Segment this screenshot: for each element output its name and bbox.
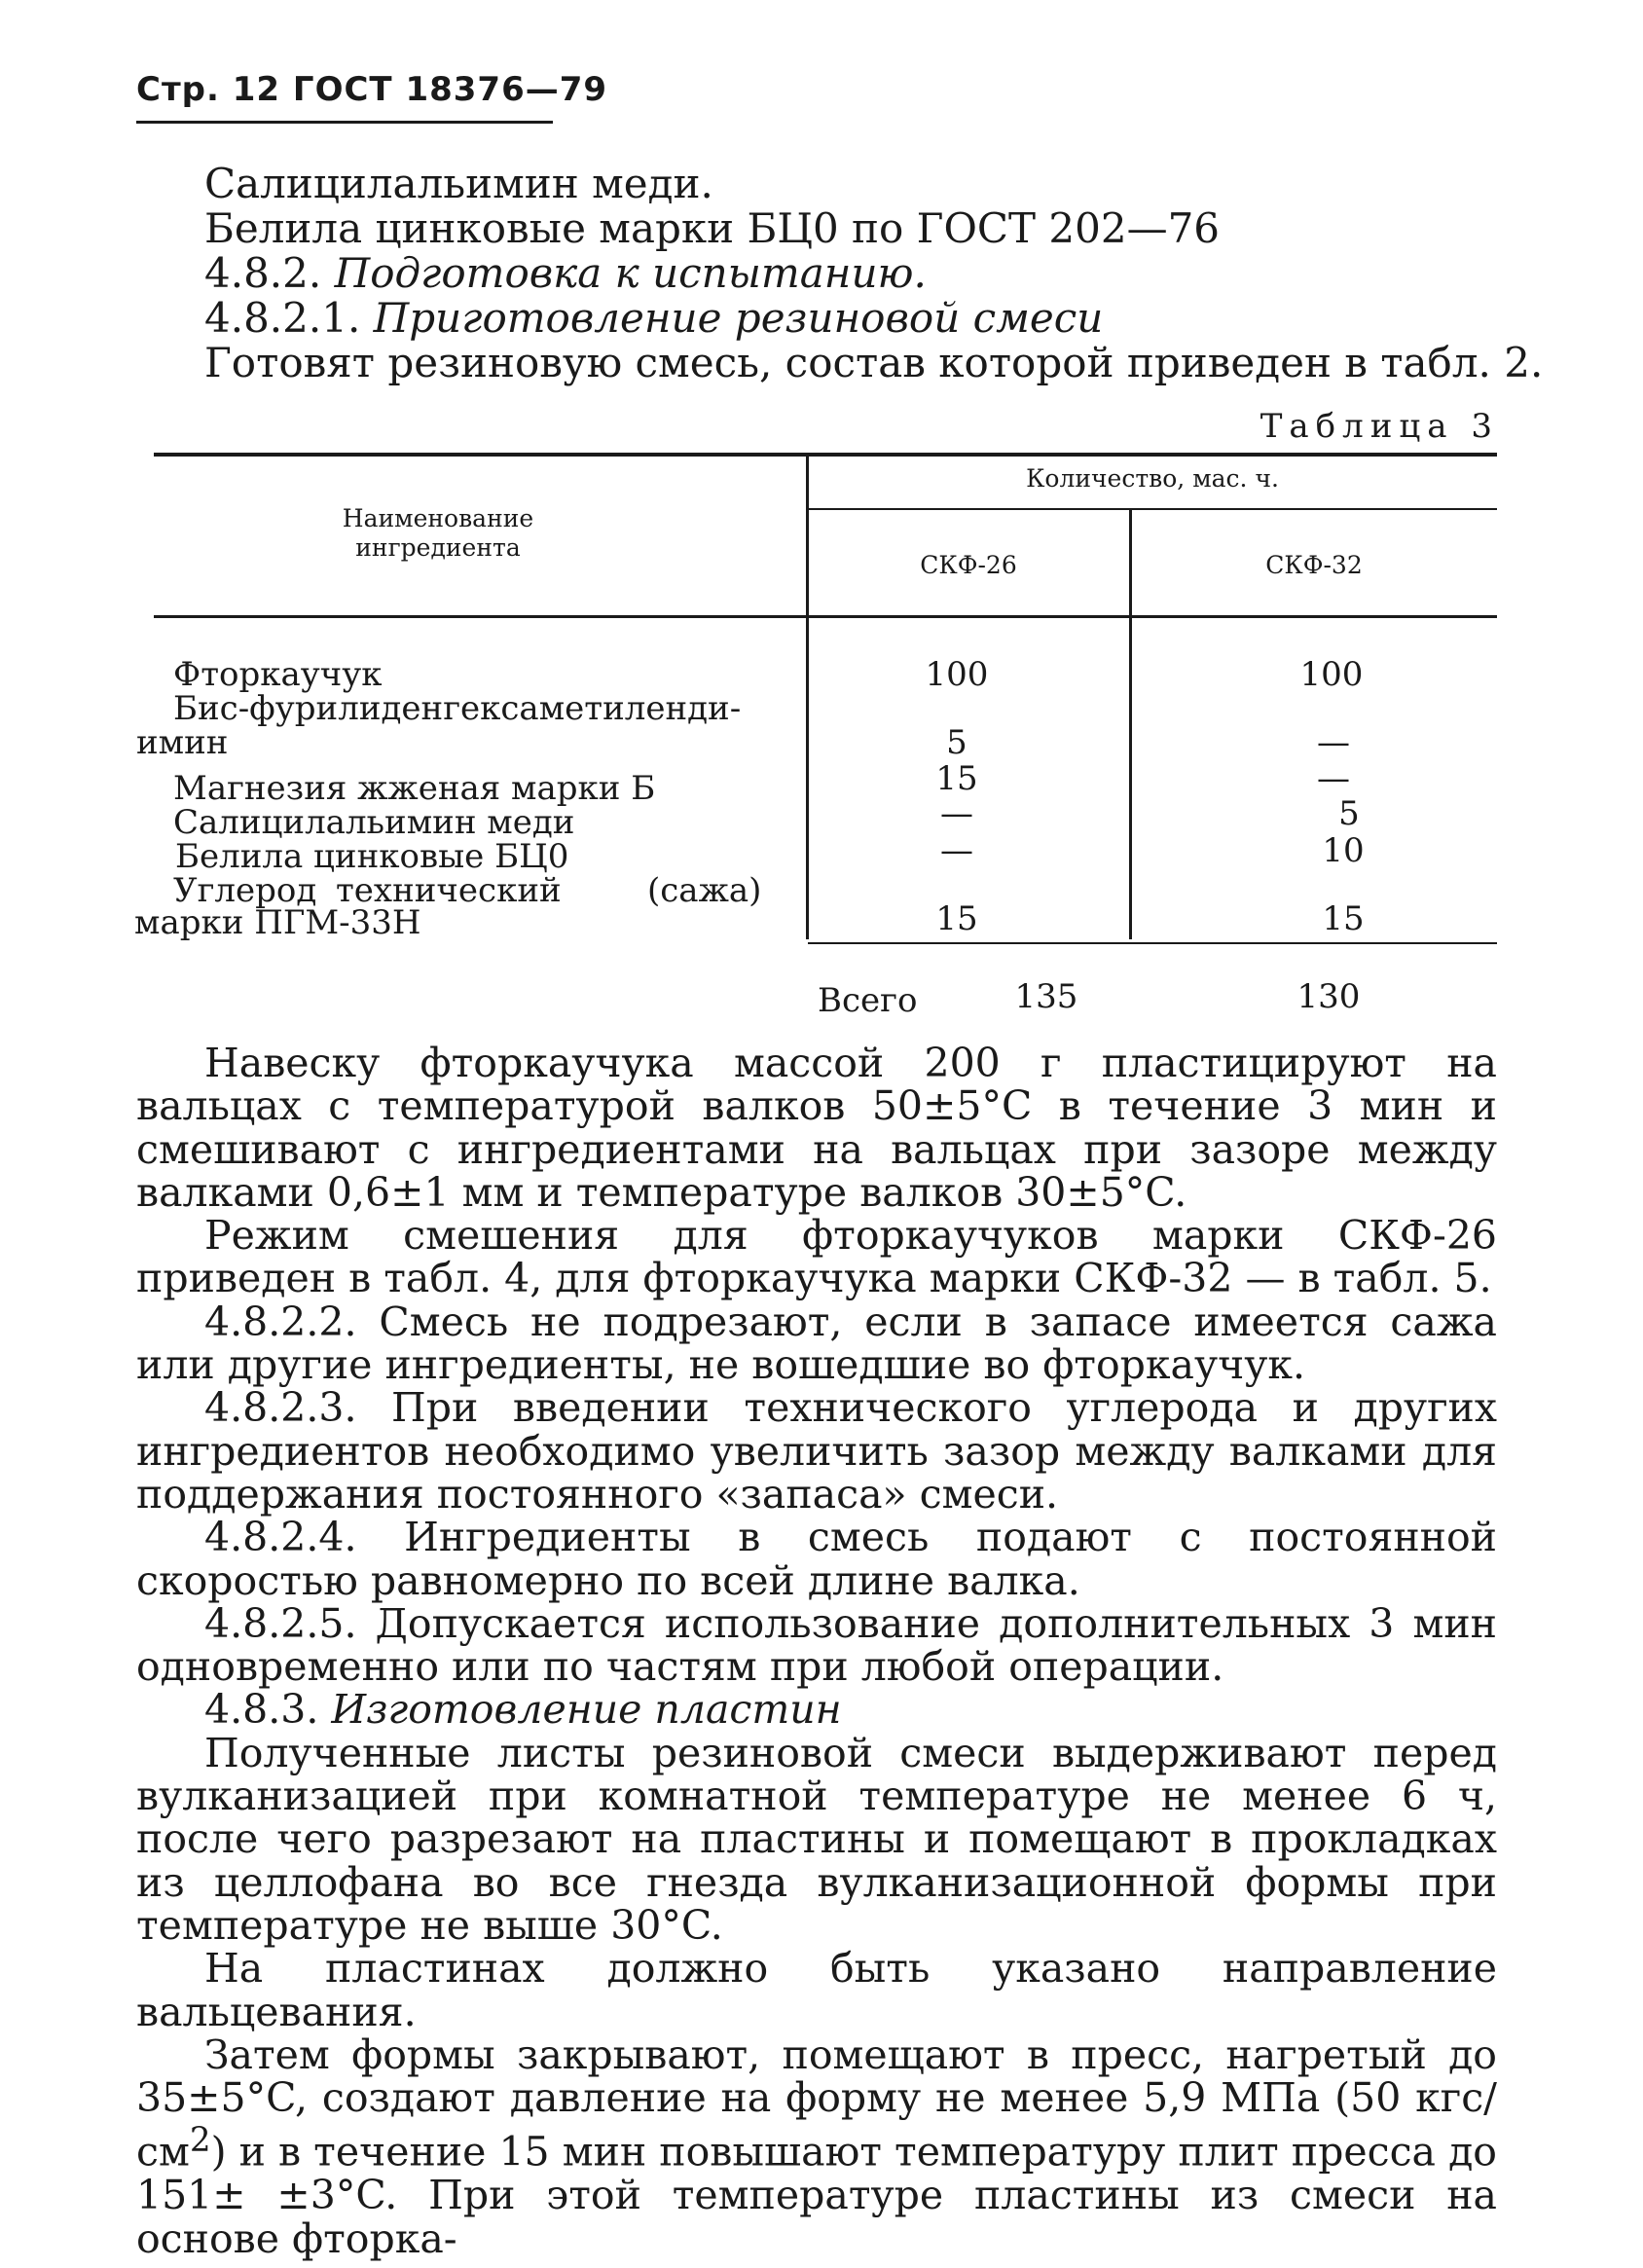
ingredient-name: (сажа)	[647, 871, 762, 910]
intro-line-4	[204, 296, 1543, 341]
section-title: Изготовление пластин	[331, 1686, 842, 1734]
value-skf26: 100	[925, 655, 989, 694]
intro-line-1: Салицилальимин меди.	[204, 160, 713, 207]
ingredient-name: имин	[136, 723, 229, 762]
ingredient-name: Бис-фурилиденгексаметиленди-	[173, 689, 742, 728]
ingredient-name: Салицилальимин меди	[173, 803, 575, 842]
value-skf32: 10	[1322, 831, 1365, 870]
value-skf32: —	[1317, 759, 1350, 798]
table-top-rule	[154, 453, 1497, 457]
ingredient-name: Белила цинковые БЦ0	[175, 837, 569, 876]
paragraph: На пластинах должно быть указано направление вальцевания.	[136, 1945, 1497, 2035]
value-skf32: 100	[1299, 655, 1364, 694]
total-skf26: 135	[1014, 977, 1078, 1016]
table-bottom-rule	[808, 942, 1497, 944]
col-qty-header: Количество, мас. ч.	[1026, 464, 1279, 493]
col-skf26-header: СКФ-26	[920, 551, 1017, 579]
value-skf26: 15	[935, 899, 978, 938]
value-skf26: 15	[935, 759, 978, 798]
intro-block	[204, 162, 1543, 385]
section-title: Приготовление резиновой смеси	[373, 294, 1104, 342]
ingredient-name: марки ПГМ-33Н	[134, 903, 421, 942]
paragraph: Навеску фторкаучука массой 200 г пластицируют на вальцах с температурой валков 50±5°C в течение 3 мин и смешивают с ингредиентами на вальцах при зазоре между валками 0,6±1 мм и температуре валков 30±5°C.	[136, 1040, 1497, 1216]
section-heading	[136, 1686, 1497, 1734]
value-skf26: —	[940, 831, 973, 870]
paragraph: Затем формы закрывают, помещают в пресс, нагретый до 35±5°C, создают давление на форму не менее 5,9 МПа (50 кгс/$см^2$) и в течение 15 мин повышают температуру плит пресса до 151± ±3°C. При этой температуре пластины из смеси на основе фторка-	[136, 2030, 1497, 2262]
paragraph: Полученные листы резиновой смеси выдерживают перед вулканизацией при комнатной температуре не менее 6 ч, после чего разрезают на пластины и помещают в прокладках из целлофана во все гнезда вулканизационной формы при температуре не выше 30°C.	[136, 1729, 1497, 1949]
column-divider-1	[806, 455, 809, 939]
intro-line-2: Белила цинковые марки БЦ0 по ГОСТ 202—76	[204, 204, 1221, 252]
paragraph: 4.8.2.5. Допускается использование дополнительных 3 мин одновременно или по частям при любой операции.	[136, 1599, 1497, 1691]
page-header: Стр. 12 ГОСТ 18376—79	[136, 70, 608, 109]
total-skf32: 130	[1296, 977, 1361, 1016]
value-skf32: —	[1317, 723, 1350, 762]
section-number: 4.8.2.1.	[204, 294, 361, 342]
paragraph: Режим смешения для фторкаучуков марки СКФ-26 приведен в табл. 4, для фторкаучука марки СКФ-32 — в табл. 5.	[136, 1212, 1497, 1302]
col-name-header: Наименование ингредиента	[342, 504, 534, 562]
paragraph: 4.8.2.2. Смесь не подрезают, если в запасе имеется сажа или другие ингредиенты, не вошедшие во фторкаучук.	[136, 1298, 1497, 1389]
ingredient-name: Магнезия жженая марки Б	[173, 769, 656, 808]
total-label: Всего	[818, 981, 918, 1020]
table-header-rule	[154, 615, 1497, 618]
col-skf32-header: СКФ-32	[1265, 551, 1363, 579]
value-skf32: 5	[1338, 794, 1360, 833]
table-caption: Таблица 3	[1260, 407, 1499, 446]
paragraph: 4.8.2.3. При введении технического углерода и других ингредиентов необходимо увеличить зазор между валками для поддержания постоянного «запаса» смеси.	[136, 1384, 1497, 1518]
section-number: 4.8.3.	[204, 1686, 319, 1734]
intro-line-3	[204, 251, 1543, 296]
value-skf26: 5	[946, 723, 968, 762]
ingredient-name: Фторкаучук	[173, 655, 383, 694]
qty-subheader-rule	[808, 508, 1497, 510]
value-skf26: —	[940, 794, 973, 833]
paragraph: 4.8.2.4. Ингредиенты в смесь подают с постоянной скоростью равномерно по всей длине валка.	[136, 1514, 1497, 1604]
ingredient-name: технический	[336, 871, 562, 910]
header-rule	[136, 121, 553, 124]
ingredient-name: Углерод	[173, 871, 317, 910]
value-skf32: 15	[1322, 899, 1365, 938]
section-number: 4.8.2.	[204, 249, 322, 297]
intro-line-5: Готовят резиновую смесь, состав которой приведен в табл. 2.	[204, 339, 1544, 386]
body-text	[136, 1042, 1497, 2260]
section-title: Подготовка к испытанию.	[334, 249, 927, 297]
